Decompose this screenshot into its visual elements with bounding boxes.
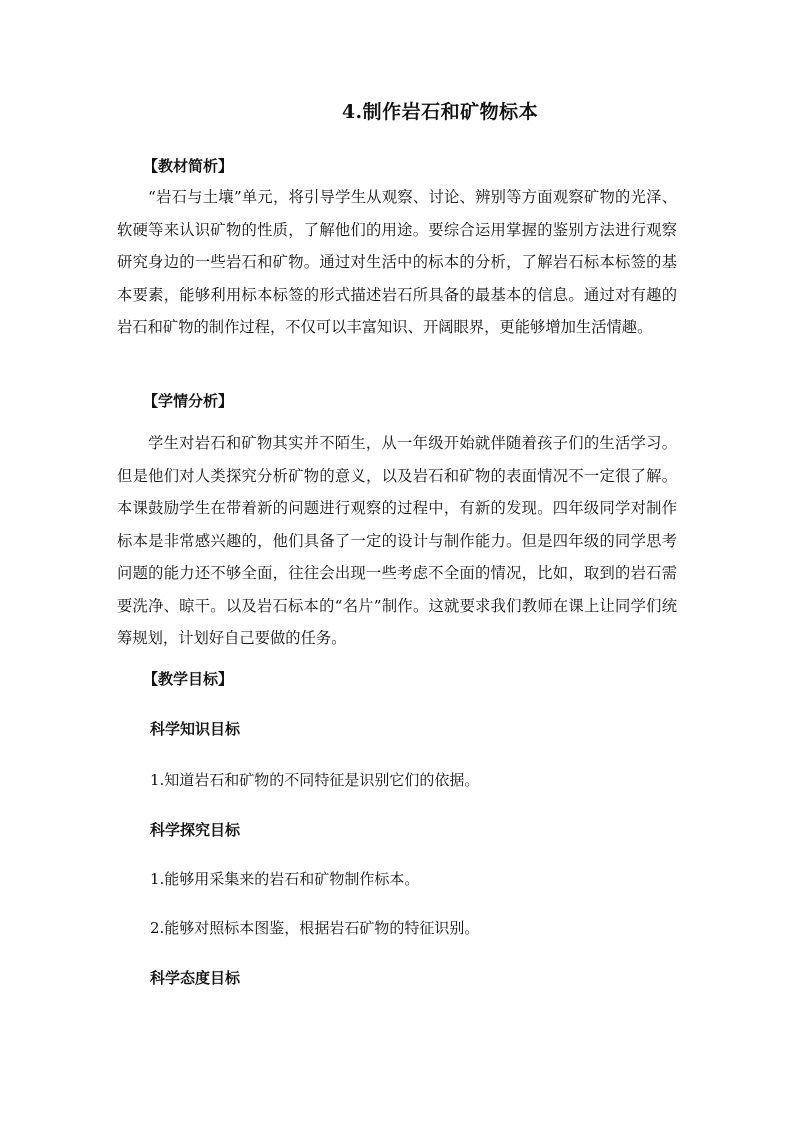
goal-item: 1.知道岩石和矿物的不同特征是识别它们的依据。 bbox=[150, 771, 480, 789]
goal-heading-inquiry: 科学探究目标 bbox=[150, 821, 241, 839]
goal-heading-attitude: 科学态度目标 bbox=[150, 969, 241, 987]
goal-item: 2.能够对照标本图鉴，根据岩石矿物的特征识别。 bbox=[150, 919, 480, 937]
paragraph-textbook-analysis: “岩石与土壤”单元，将引导学生从观察、讨论、辨别等方面观察矿物的光泽、软硬等来认识矿物的性质，了解他们的用途。要综合运用掌握的鉴别方法进行观察研究身边的一些岩石和矿物。通过对生活中的标本的分析，了解岩石标本标签的基本要素，能够利用标本标签的形式描述岩石所具备的最基本的信息。通过对有趣的岩石和矿物的制作过程，不仅可以丰富知识、开阔眼界，更能够增加生活情趣。 bbox=[117, 188, 677, 336]
section-heading-student-analysis: 【学情分析】 bbox=[143, 392, 234, 410]
goal-item: 1.能够用采集来的岩石和矿物制作标本。 bbox=[150, 870, 420, 888]
goal-heading-knowledge: 科学知识目标 bbox=[150, 720, 241, 738]
page-title: 4.制作岩石和矿物标本 bbox=[341, 101, 539, 123]
section-heading-teaching-goals: 【教学目标】 bbox=[143, 670, 234, 688]
section-heading-textbook-analysis: 【教材简析】 bbox=[143, 157, 234, 175]
paragraph-student-analysis: 学生对岩石和矿物其实并不陌生，从一年级开始就伴随着孩子们的生活学习。但是他们对人类探究分析矿物的意义，以及岩石和矿物的表面情况不一定很了解。本课鼓励学生在带着新的问题进行观察的过程中，有新的发现。四年级同学对制作标本是非常感兴趣的，他们具备了一定的设计与制作能力。但是四年级的同学思考问题的能力还不够全面，往往会出现一些考虑不全面的情况，比如，取到的岩石需要洗净、晾干。以及岩石标本的“名片”制作。这就要求我们教师在课上让同学们统筹规划，计划好自己要做的任务。 bbox=[117, 434, 677, 647]
